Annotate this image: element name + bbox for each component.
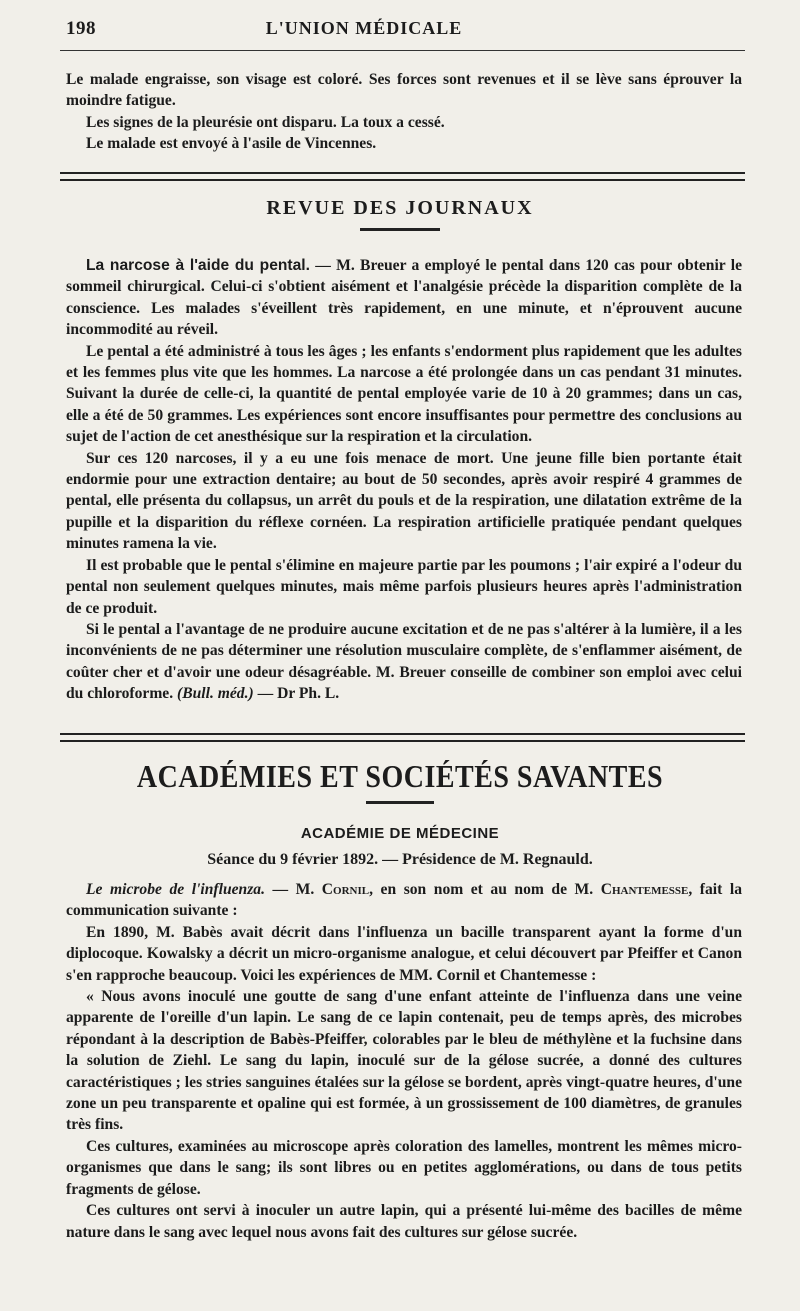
- section-divider: [60, 172, 745, 181]
- author-name: Chantemesse: [600, 881, 689, 898]
- academy-paragraph: En 1890, M. Babès avait décrit dans l'influenza un bacille transparent ayant la forme d'un diplocoque. Kowalsky a décrit un micro-organisme analogue, et celui découvert par Pfeiffer et Canon s'en rapproche beaucoup. Voici les expériences de MM. Cornil et Chantemesse :: [66, 923, 742, 984]
- academy-subtitle: ACADÉMIE DE MÉDECINE: [300, 825, 500, 842]
- academy-article-title: Le microbe de l'influenza.: [86, 881, 265, 898]
- header-rule: [60, 50, 745, 51]
- page-header: [66, 18, 742, 48]
- section-divider: [60, 733, 745, 742]
- intro-paragraph: Le malade engraisse, son visage est coloré. Ses forces sont revenues et il se lève sans éprouver la moindre fatigue.: [66, 71, 742, 110]
- academy-paragraph: « Nous avons inoculé une goutte de sang d'une enfant atteinte de l'influenza dans une veine apparente de l'oreille d'un lapin. Le sang de ce lapin contenait, peu de temps après, des microbes répondant à la description de Babès-Pfeiffer, colorables par le bleu de méthylène et la fuchsine dans la solution de Ziehl. Le sang du lapin, inoculé sur de la gélose sucrée, a donné des cultures caractéristiques ; les stries sanguines étalées sur la gélose se bordent, après vingt-quatre heures, d'une zone un peu transparente et opaline qui est formée, à un grossissement de 100 diamètres, de granules très fins.: [66, 988, 742, 1134]
- article-paragraph: Il est probable que le pental s'élimine en majeure partie par les poumons ; l'air expiré a l'odeur du pental non seulement quelques minutes, mais même parfois plusieurs heures après l'administration de ce produit.: [66, 556, 742, 617]
- article-source: (Bull. méd.): [177, 685, 254, 703]
- journal-title: L'UNION MÉDICALE: [265, 18, 463, 38]
- title-underline: [366, 801, 434, 804]
- article-lead-paragraph: [66, 255, 742, 341]
- intro-paragraph: Les signes de la pleurésie ont disparu. La toux a cessé.: [86, 113, 445, 131]
- author-name: Cornil: [321, 881, 370, 898]
- academy-lead-paragraph: Le microbe de l'influenza. — M. Cornil, en son nom et au nom de M. Chantemesse, fait la communication suivante :: [66, 881, 742, 920]
- article-paragraph: Si le pental a l'avantage de ne produire aucune excitation et de ne pas s'altérer à la lumière, il a les inconvénients de ne pas déterminer une résolution musculaire complète, de s'enflammer aisément, de coûter cher et d'avoir une odeur désagréable. M. Breuer conseille de combiner son emploi avec celui du chloroforme. (Bull. méd.) — Dr Ph. L.: [66, 620, 742, 703]
- article-paragraph: Le pental a été administré à tous les âges ; les enfants s'endorment plus rapidement que les adultes et les femmes plus vite que les hommes. La narcose a été prolongée dans un cas pendant 31 minutes. Suivant la durée de celle-ci, la quantité de pental employée varie de 10 à 20 grammes; dans un cas, elle a été de 50 grammes. Les expériences sont encore insuffisantes pour permettre des conclusions au sujet de l'action de cet anesthésique sur la respiration et la circulation.: [66, 342, 742, 446]
- page-number: 198: [66, 18, 96, 39]
- article-signature: — Dr Ph. L.: [253, 685, 340, 703]
- revue-title: REVUE DES JOURNAUX: [266, 197, 534, 219]
- intro-block: [66, 69, 742, 155]
- title-underline: [360, 228, 440, 231]
- article-paragraph: Sur ces 120 narcoses, il y a eu une fois menace de mort. Une jeune fille bien portante était endormie pour une extraction dentaire; au bout de 50 secondes, après avoir respiré 4 grammes de pental, elle présenta du collapsus, un arrêt du pouls et de la respiration, une dilatation extrême de la pupille et la disparition du réflexe cornéen. La respiration artificielle pratiquée pendant quelques minutes ramena la vie.: [66, 449, 742, 553]
- intro-paragraph: Le malade est envoyé à l'asile de Vincennes.: [86, 135, 377, 153]
- session-line: Séance du 9 février 1892. — Présidence de M. Regnauld.: [207, 851, 593, 868]
- academy-paragraph: Ces cultures, examinées au microscope après coloration des lamelles, montrent les mêmes micro-organismes que dans le sang; ils sont libres ou en petites agglomérations, ou dans de tous petits fragments de gélose.: [66, 1137, 742, 1198]
- academy-article: [66, 879, 742, 1243]
- academy-paragraph: Ces cultures ont servi à inoculer un autre lapin, qui a présenté lui-même des bacilles de même nature dans le sang avec lequel nous avons fait des cultures sur gélose sucrée.: [66, 1202, 742, 1241]
- academies-title: ACADÉMIES ET SOCIÉTÉS SAVANTES: [136, 760, 664, 795]
- article-title: La narcose à l'aide du pental.: [86, 257, 310, 274]
- article-text: — M. Breuer a employé le pental dans 120 cas pour obtenir le sommeil chirurgical. Celui-ci s'obtient aisément et l'analgésie précède la disparition complète de la conscience. Les malades s'éveillent très rapidement, en une minute, et n'éprouvent aucune incommodité au réveil.: [66, 257, 742, 339]
- revue-article: [66, 255, 742, 705]
